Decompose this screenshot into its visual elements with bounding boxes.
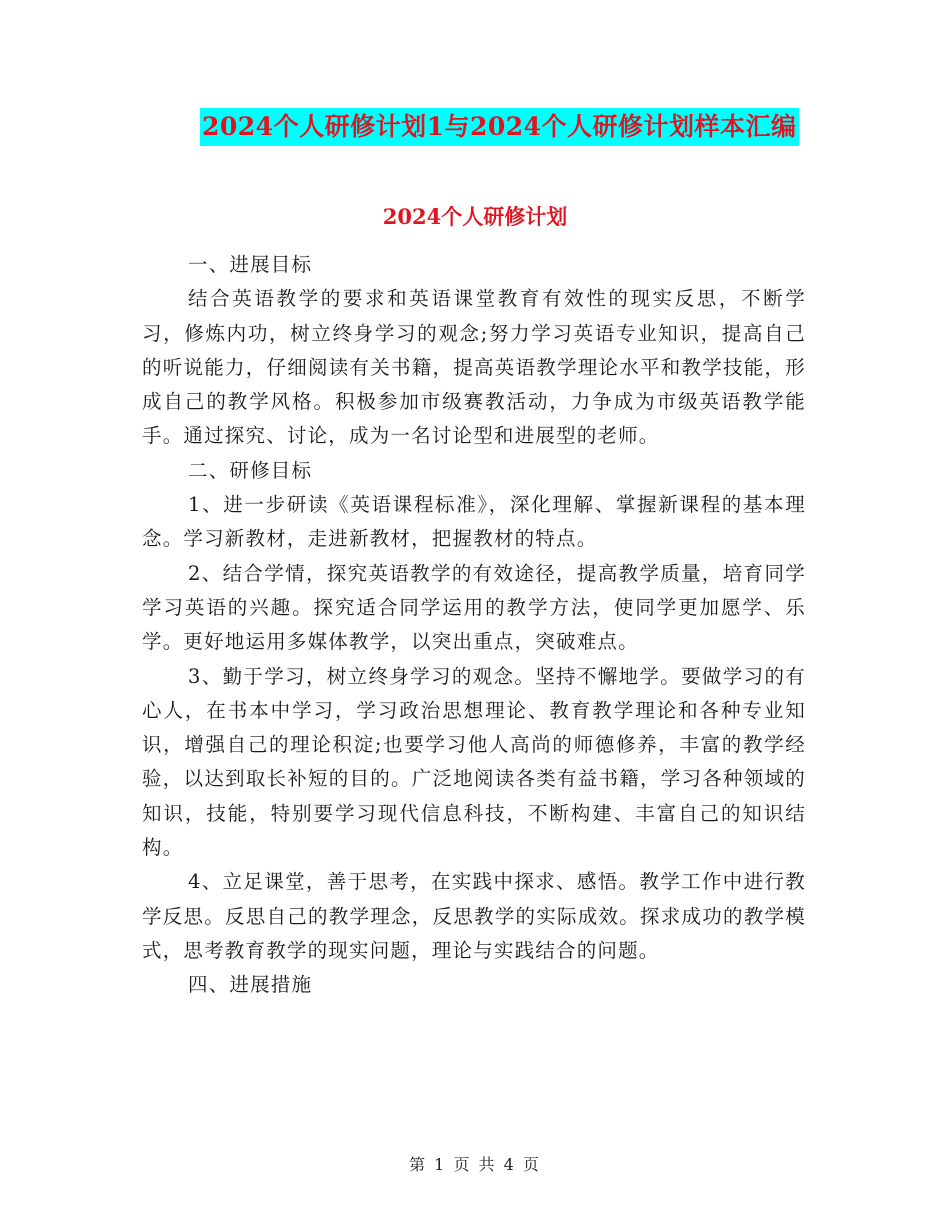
heading-study-goals: 二、研修目标 <box>188 458 313 482</box>
paragraph-item-4: 4、立足课堂，善于思考，在实践中探求、感悟。教学工作中进行教学反思。反思自己的教学理念，反思教学的实际成效。探求成功的教学模式，思考教育教学的现实问题，理论与实践结合的问题。 <box>142 870 806 962</box>
heading-measures: 四、进展措施 <box>188 973 313 997</box>
paragraph-goals: 结合英语教学的要求和英语课堂教育有效性的现实反思，不断学习，修炼内功，树立终身学习的观念;努力学习英语专业知识，提高自己的听说能力，仔细阅读有关书籍，提高英语教学理论水平和教学技能，形成自己的教学风格。积极参加市级赛教活动，力争成为市级英语教学能手。通过探究、讨论，成为一名讨论型和进展型的老师。 <box>142 287 806 448</box>
section-title: 2024个人研修计划 <box>382 204 568 229</box>
paragraph-item-3: 3、勤于学习，树立终身学习的观念。坚持不懈地学。要做学习的有心人，在书本中学习，学习政治思想理论、教育教学理论和各种专业知识，增强自己的理论积淀;也要学习他人高尚的师德修养，丰富的教学经验，以达到取长补短的目的。广泛地阅读各类有益书籍，学习各种领域的知识，技能，特别要学习现代信息科技，不断构建、丰富自己的知识结构。 <box>142 664 806 860</box>
paragraph-item-1: 1、进一步研读《英语课程标准》，深化理解、掌握新课程的基本理念。学习新教材，走进新教材，把握教材的特点。 <box>142 493 806 551</box>
paragraph-item-2: 2、结合学情，探究英语教学的有效途径，提高教学质量，培育同学学习英语的兴趣。探究适合同学运用的教学方法，使同学更加愿学、乐学。更好地运用多媒体教学，以突出重点，突破难点。 <box>142 561 806 654</box>
main-title: 2024个人研修计划1与2024个人研修计划样本汇编 <box>200 108 799 146</box>
page-footer: 第 1 页 共 4 页 <box>409 1155 541 1174</box>
heading-development-goals: 一、进展目标 <box>188 253 313 276</box>
document-body <box>142 248 806 1003</box>
